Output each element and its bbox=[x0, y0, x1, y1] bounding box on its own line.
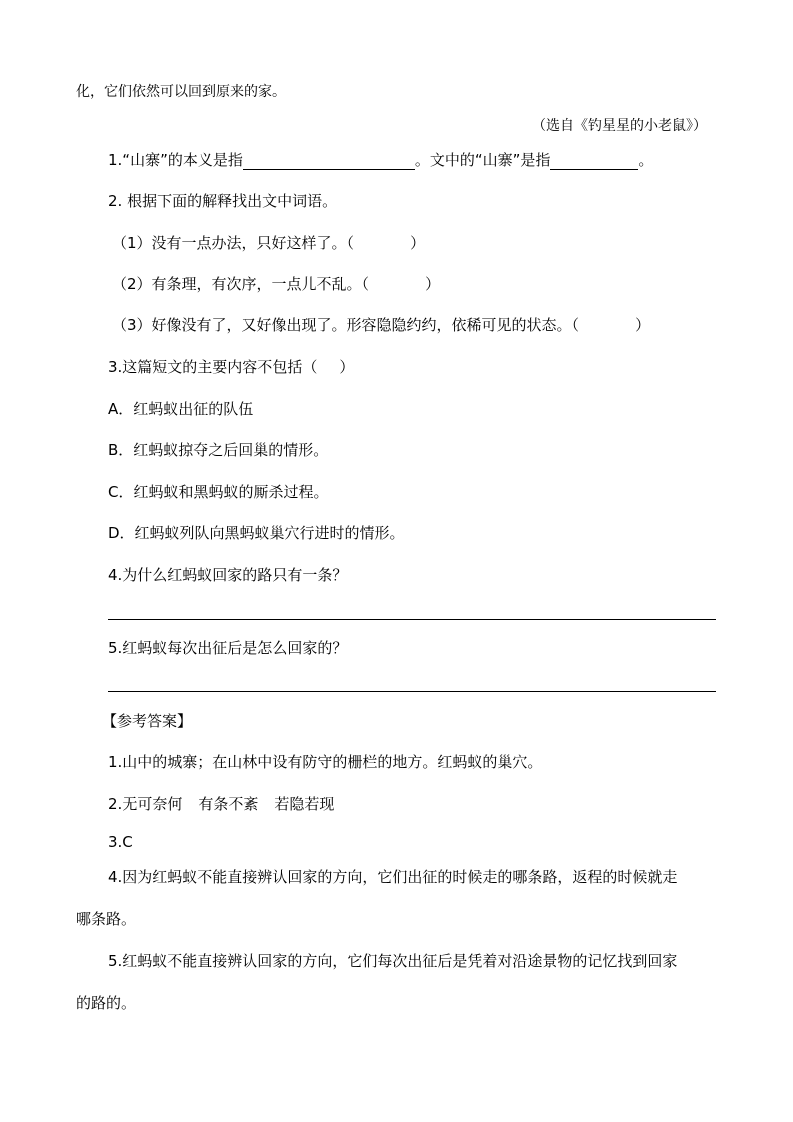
item-text: 好像没有了，又好像出现了。形容隐隐约约，依稀可见的状态。（ bbox=[151, 316, 580, 334]
item-close: ） bbox=[425, 275, 441, 293]
answer-5-line-2: 的路的。 bbox=[76, 994, 137, 1012]
question-1-part2: 。文中的“山寨”是指 bbox=[414, 151, 551, 169]
question-2-item-1 bbox=[112, 233, 425, 253]
answer-1: 1.山中的城寨；在山林中设有防守的栅栏的地方。红蚂蚁的巢穴。 bbox=[108, 753, 543, 771]
answer-4-line-1: 4.因为红蚂蚁不能直接辨认回家的方向，它们出征的时候走的哪条路，返程的时候就走 bbox=[108, 868, 678, 886]
answer-2 bbox=[108, 794, 334, 814]
question-3-text: 3.这篇短文的主要内容不包括（ bbox=[108, 358, 318, 376]
answer-2-word-1: 无可奈何 bbox=[122, 795, 183, 813]
item-text: 有条理，有次序，一点儿不乱。（ bbox=[151, 275, 370, 293]
question-2-item-2 bbox=[112, 274, 440, 294]
question-4-answer-line[interactable] bbox=[108, 619, 716, 620]
question-5-answer-line[interactable] bbox=[108, 691, 716, 692]
item-close: ） bbox=[410, 234, 426, 252]
option-d: D．红蚂蚁列队向黑蚂蚁巢穴行进时的情形。 bbox=[108, 524, 405, 542]
option-a: A．红蚂蚁出征的队伍 bbox=[108, 400, 254, 418]
question-1 bbox=[108, 150, 653, 170]
option-b: B．红蚂蚁掠夺之后回巢的情形。 bbox=[108, 441, 329, 459]
question-5-stem: 5.红蚂蚁每次出征后是怎么回家的？ bbox=[108, 639, 348, 657]
item-text: 没有一点办法，只好这样了。（ bbox=[151, 234, 355, 252]
item-label: （2） bbox=[112, 275, 152, 293]
answer-3: 3.C bbox=[108, 833, 133, 851]
question-1-blank-1[interactable] bbox=[243, 153, 415, 170]
passage-last-line: 化，它们依然可以回到原来的家。 bbox=[76, 84, 286, 100]
question-1-part3: 。 bbox=[638, 151, 654, 169]
option-c: C．红蚂蚁和黑蚂蚁的厮杀过程。 bbox=[108, 483, 329, 501]
answer-2-word-3: 若隐若现 bbox=[274, 795, 335, 813]
item-label: （1） bbox=[112, 234, 152, 252]
answers-heading: 【参考答案】 bbox=[102, 712, 193, 730]
question-1-part1: 1.“山寨”的本义是指 bbox=[108, 151, 243, 169]
answer-5-line-1: 5.红蚂蚁不能直接辨认回家的方向，它们每次出征后是凭着对沿途景物的记忆找到回家 bbox=[108, 952, 678, 970]
answer-4-line-2: 哪条路。 bbox=[76, 910, 137, 928]
question-2-stem: 2. 根据下面的解释找出文中词语。 bbox=[108, 192, 338, 210]
answer-2-prefix: 2. bbox=[108, 795, 123, 813]
question-2-item-3 bbox=[112, 315, 650, 335]
question-3-stem bbox=[108, 357, 354, 377]
question-3-close: ） bbox=[339, 358, 355, 376]
passage-source: （选自《钓星星的小老鼠》） bbox=[532, 118, 707, 134]
question-4-stem: 4.为什么红蚂蚁回家的路只有一条？ bbox=[108, 566, 348, 584]
question-1-blank-2[interactable] bbox=[550, 153, 638, 170]
item-close: ） bbox=[635, 316, 651, 334]
item-label: （3） bbox=[112, 316, 152, 334]
answer-2-word-2: 有条不紊 bbox=[198, 795, 259, 813]
